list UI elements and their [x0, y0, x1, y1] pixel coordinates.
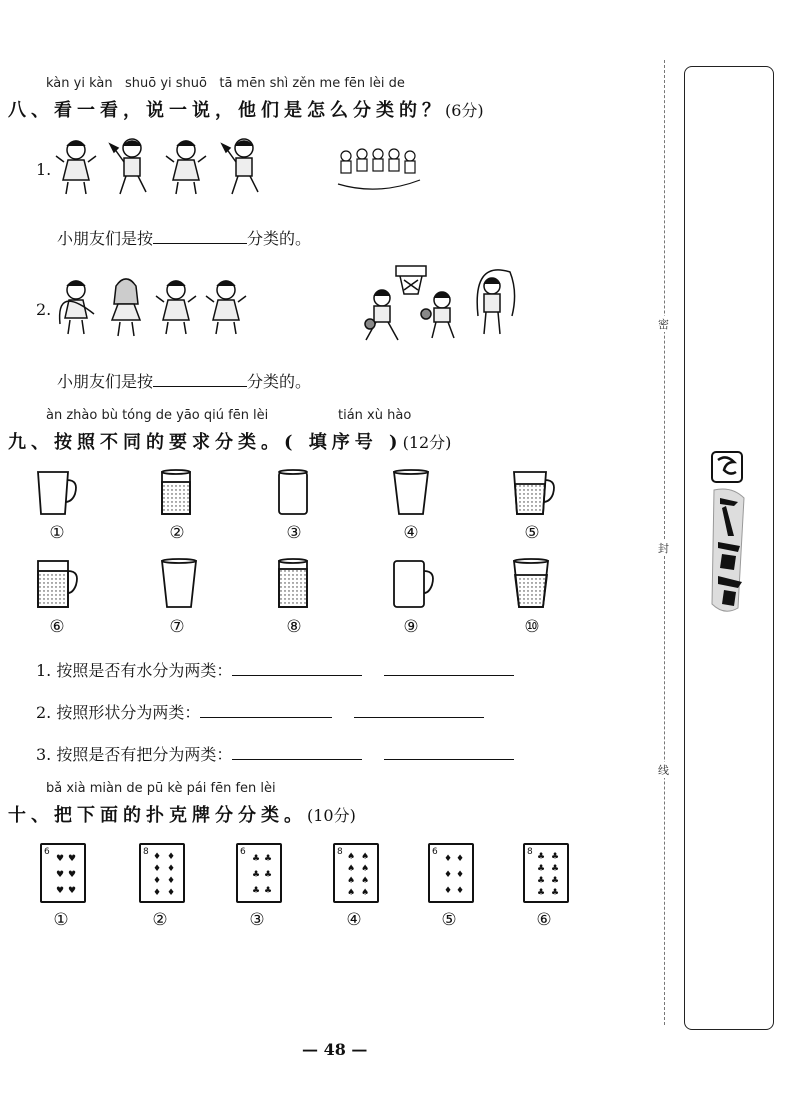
svg-text:♦: ♦ — [153, 864, 162, 874]
q9-2-text: 2. 按照形状分为两类： — [36, 703, 201, 722]
svg-text:♠: ♠ — [347, 864, 356, 874]
q8-2-suffix: 分类的。 — [247, 372, 312, 391]
binding-char-2: 封 — [658, 542, 669, 555]
cup-label-9: ⑨ — [403, 617, 419, 637]
svg-text:♦: ♦ — [153, 852, 162, 862]
cup-label-10: ⑩ — [524, 617, 540, 637]
section9-title-text: 九、按照不同的要求分类。 — [8, 432, 284, 453]
q9-3-line — [36, 742, 514, 765]
svg-text:♠: ♠ — [361, 864, 370, 874]
q8-2-number: 2. — [36, 300, 52, 319]
svg-text:6: 6 — [44, 847, 50, 857]
svg-text:♥: ♥ — [68, 886, 77, 896]
cup-label-7: ⑦ — [169, 617, 185, 637]
section10-points: (10分) — [307, 806, 356, 825]
svg-text:8: 8 — [337, 847, 343, 857]
card-3 — [236, 843, 282, 903]
section9-title — [8, 428, 451, 454]
q8-1-prefix: 小朋友们是按 — [57, 229, 154, 248]
section9-pinyin-right: tián xù hào — [338, 408, 412, 423]
svg-text:6: 6 — [432, 847, 438, 857]
svg-text:♦: ♦ — [456, 870, 465, 880]
svg-text:♥: ♥ — [56, 870, 65, 880]
cup-3 — [275, 468, 315, 518]
cup-10 — [510, 557, 554, 611]
svg-text:♦: ♦ — [444, 854, 453, 864]
card-2 — [139, 843, 185, 903]
card-1 — [40, 843, 86, 903]
cup-1 — [34, 468, 82, 518]
svg-text:♠: ♠ — [361, 852, 370, 862]
svg-text:♦: ♦ — [167, 888, 176, 898]
svg-text:♦: ♦ — [167, 864, 176, 874]
q9-2-line — [36, 700, 484, 723]
section10-title — [8, 801, 356, 827]
svg-text:♠: ♠ — [361, 876, 370, 886]
section9-pinyin: àn zhào bù tóng de yāo qiú fēn lèi — [46, 408, 269, 423]
binding-char-3: 线 — [658, 764, 669, 777]
svg-text:♣: ♣ — [551, 864, 560, 874]
cup-label-2: ② — [169, 523, 185, 543]
card-5 — [428, 843, 474, 903]
card-label-4: ④ — [346, 910, 362, 930]
cup-label-8: ⑧ — [286, 617, 302, 637]
q9-1-blank-a[interactable] — [232, 659, 362, 676]
cup-label-5: ⑤ — [524, 523, 540, 543]
svg-text:♣: ♣ — [264, 870, 273, 880]
q9-3-text: 3. 按照是否有把分为两类： — [36, 745, 233, 764]
q8-1-answer-line — [57, 226, 311, 249]
cup-9 — [390, 557, 440, 611]
section8-title-text: 八、看一看，说一说，他们是怎么分类的？ — [8, 100, 445, 121]
cup-5 — [510, 468, 560, 518]
svg-text:♣: ♣ — [551, 852, 560, 862]
svg-text:♣: ♣ — [551, 888, 560, 898]
section8-title — [8, 96, 484, 122]
q8-1-blank[interactable] — [153, 227, 247, 244]
svg-text:♦: ♦ — [153, 876, 162, 886]
card-4 — [333, 843, 379, 903]
cup-label-1: ① — [49, 523, 65, 543]
kids-illustration-2 — [54, 274, 254, 344]
svg-text:♦: ♦ — [456, 886, 465, 896]
svg-text:♣: ♣ — [252, 854, 261, 864]
section8-pinyin: kàn yi kàn shuō yi shuō tā mēn shì zěn me fēn lèi de — [46, 76, 405, 91]
q8-2-blank[interactable] — [153, 370, 247, 387]
q9-3-blank-b[interactable] — [384, 743, 514, 760]
cup-8 — [275, 557, 315, 611]
page-number: — 48 — — [302, 1040, 368, 1059]
svg-text:♦: ♦ — [456, 854, 465, 864]
binding-char-1: 密 — [658, 318, 669, 331]
q9-1-line — [36, 658, 514, 681]
svg-text:♥: ♥ — [56, 886, 65, 896]
svg-text:6: 6 — [240, 847, 246, 857]
card-label-1: ① — [53, 910, 69, 930]
cup-label-6: ⑥ — [49, 617, 65, 637]
svg-text:♣: ♣ — [264, 886, 273, 896]
svg-text:♠: ♠ — [361, 888, 370, 898]
q8-2-answer-line — [57, 369, 311, 392]
cup-4 — [390, 468, 434, 518]
basketball-illustration — [352, 264, 532, 344]
brand-logo — [704, 450, 754, 640]
cup-label-3: ③ — [286, 523, 302, 543]
card-label-5: ⑤ — [441, 910, 457, 930]
svg-text:♣: ♣ — [537, 876, 546, 886]
card-label-2: ② — [152, 910, 168, 930]
cup-7 — [158, 557, 202, 611]
card-label-6: ⑥ — [536, 910, 552, 930]
q8-1-suffix: 分类的。 — [247, 229, 312, 248]
svg-text:♥: ♥ — [68, 854, 77, 864]
cup-2 — [158, 468, 198, 518]
svg-text:♣: ♣ — [537, 888, 546, 898]
svg-text:♣: ♣ — [537, 852, 546, 862]
section8-points: (6分) — [445, 101, 484, 120]
svg-text:♥: ♥ — [68, 870, 77, 880]
cup-label-4: ④ — [403, 523, 419, 543]
q9-3-blank-a[interactable] — [232, 743, 362, 760]
svg-text:8: 8 — [527, 847, 533, 857]
svg-text:♠: ♠ — [347, 888, 356, 898]
svg-text:♥: ♥ — [56, 854, 65, 864]
svg-text:♣: ♣ — [264, 854, 273, 864]
q9-2-blank-b[interactable] — [354, 701, 484, 718]
svg-text:♦: ♦ — [167, 852, 176, 862]
q8-1-number: 1. — [36, 160, 52, 179]
svg-text:♣: ♣ — [551, 876, 560, 886]
section9-paren: ( 填序号 ) — [284, 432, 403, 453]
svg-text:♣: ♣ — [252, 870, 261, 880]
svg-text:♣: ♣ — [252, 886, 261, 896]
card-6 — [523, 843, 569, 903]
svg-text:♦: ♦ — [444, 886, 453, 896]
svg-text:♦: ♦ — [167, 876, 176, 886]
svg-text:♠: ♠ — [347, 852, 356, 862]
svg-text:♣: ♣ — [537, 864, 546, 874]
q9-2-blank-a[interactable] — [200, 701, 332, 718]
card-label-3: ③ — [249, 910, 265, 930]
section9-points: (12分) — [402, 433, 452, 452]
svg-text:♦: ♦ — [153, 888, 162, 898]
kids-illustration-1 — [54, 134, 274, 198]
svg-text:8: 8 — [143, 847, 149, 857]
svg-text:♦: ♦ — [444, 870, 453, 880]
svg-text:♠: ♠ — [347, 876, 356, 886]
q8-2-prefix: 小朋友们是按 — [57, 372, 154, 391]
section10-title-text: 十、把下面的扑克牌分分类。 — [8, 805, 307, 826]
cup-6 — [34, 557, 84, 611]
section10-pinyin: bǎ xià miàn de pū kè pái fēn fen lèi — [46, 781, 276, 796]
q9-1-text: 1. 按照是否有水分为两类： — [36, 661, 233, 680]
q9-1-blank-b[interactable] — [384, 659, 514, 676]
kids-group-illustration — [334, 146, 424, 192]
